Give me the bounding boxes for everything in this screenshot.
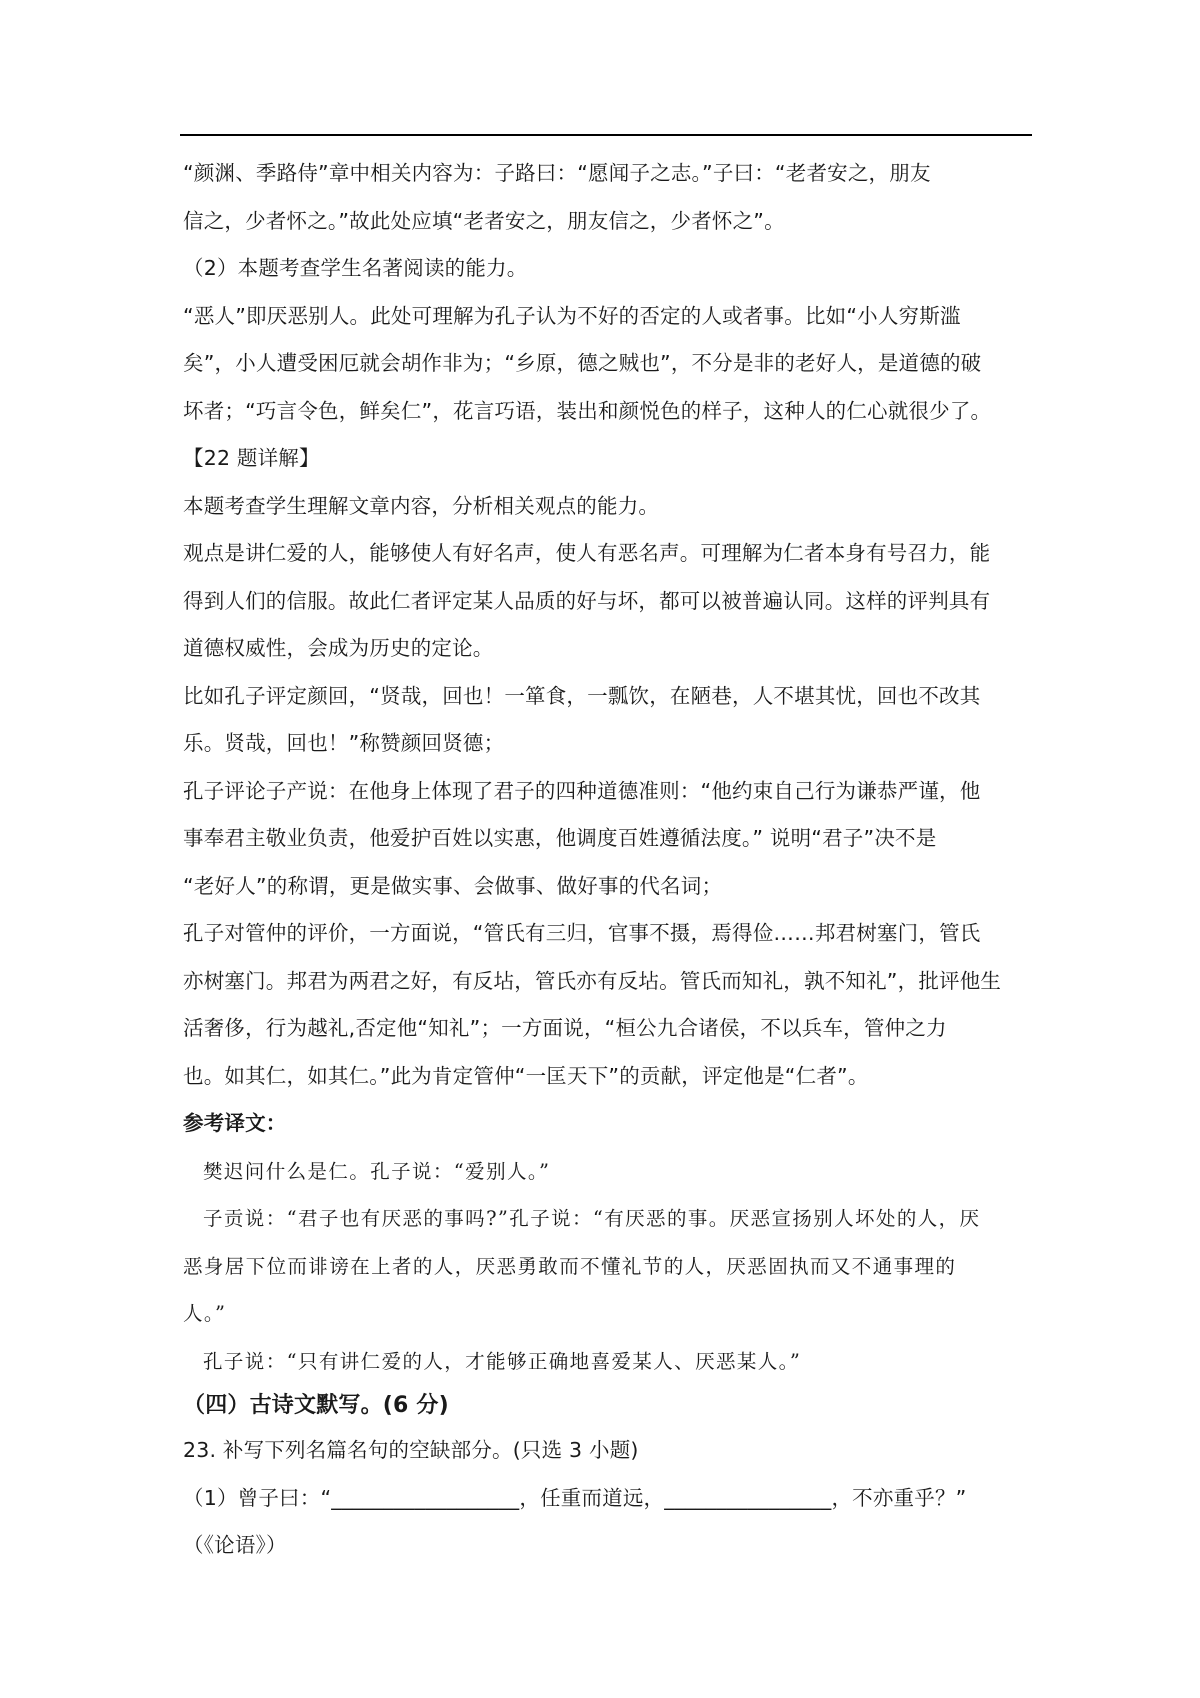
text-line: 也。如其仁，如其仁。”此为肯定管仲“一匡天下”的贡献，评定他是“仁者”。 — [183, 1063, 869, 1088]
text-line: 乐。贤哉，回也！”称赞颜回贤德； — [183, 731, 505, 755]
text-line: （2）本题考查学生名著阅读的能力。 — [183, 256, 528, 280]
translation-line: 子贡说：“君子也有厌恶的事吗?”孔子说：“有厌恶的事。厌恶宣扬别人坏处的人，厌 — [203, 1207, 981, 1230]
question-23-title: 23. 补写下列名篇名句的空缺部分。(只选 3 小题) — [183, 1438, 639, 1462]
text-line: 孔子对管仲的评价，一方面说，“管氏有三归，官事不摄，焉得俭……邦君树塞门，管氏 — [183, 921, 981, 945]
question-22-heading: 【22 题详解】 — [183, 446, 320, 470]
translation-line: 樊迟问什么是仁。孔子说：“爱别人。” — [203, 1159, 551, 1183]
text-line: 观点是讲仁爱的人，能够使人有好名声，使人有恶名声。可理解为仁者本身有号召力，能 — [183, 541, 991, 565]
text-line: 比如孔子评定颜回，“贤哉，回也！一箪食，一瓢饮，在陋巷，人不堪其忧，回也不改其 — [183, 683, 981, 708]
header-rule — [180, 134, 1032, 136]
translation-line: 人。” — [183, 1302, 227, 1325]
text-line: 道德权威性，会成为历史的定论。 — [183, 636, 494, 660]
text-line: 得到人们的信服。故此仁者评定某人品质的好与坏，都可以被普遍认同。这样的评判具有 — [183, 588, 991, 613]
text-line: 孔子评论子产说：在他身上体现了君子的四种道德准则：“他约束自己行为谦恭严谨，他 — [183, 778, 981, 803]
text-line: 坏者；“巧言令色，鲜矣仁”，花言巧语，装出和颜悦色的样子，这种人的仁心就很少了。 — [183, 398, 992, 423]
section-heading: （四）古诗文默写。(6 分) — [183, 1393, 449, 1418]
translation-line: 恶身居下位而诽谤在上者的人，厌恶勇敢而不懂礼节的人，厌恶固执而又不通事理的 — [183, 1254, 957, 1278]
text-line: 矣”，小人遭受困厄就会胡作非为；“乡原，德之贼也”，不分是非的老好人，是道德的破 — [183, 351, 982, 375]
page-content — [183, 150, 1033, 1570]
question-23-item-1-source: （《论语》） — [183, 1533, 287, 1557]
translation-heading: 参考译文： — [183, 1111, 287, 1135]
translation-line: 孔子说：“只有讲仁爱的人，才能够正确地喜爱某人、厌恶某人。” — [203, 1349, 802, 1373]
text-line: 亦树塞门。邦君为两君之好，有反坫，管氏亦有反坫。管氏而知礼，孰不知礼”，批评他生 — [183, 968, 1002, 993]
text-line: 本题考查学生理解文章内容，分析相关观点的能力。 — [183, 493, 660, 518]
text-line: 活奢侈，行为越礼,否定他“知礼”；一方面说，“桓公九合诸侯，不以兵车，管仲之力 — [183, 1016, 947, 1040]
text-line: “老好人”的称谓，更是做实事、会做事、做好事的代名词； — [183, 873, 723, 898]
text-line: “恶人”即厌恶别人。此处可理解为孔子认为不好的否定的人或者事。比如“小人穷斯滥 — [183, 303, 961, 328]
question-23-item-1: （1）曾子曰：“__________________，任重而道远，________________，不亦重乎？” — [183, 1485, 967, 1510]
text-line: “颜渊、季路侍”章中相关内容为：子路曰：“愿闻子之志。”子曰：“老者安之，朋友 — [183, 161, 931, 185]
text-line: 信之，少者怀之。”故此处应填“老者安之，朋友信之，少者怀之”。 — [183, 208, 785, 233]
text-line: 事奉君主敬业负责，他爱护百姓以实惠，他调度百姓遵循法度。” 说明“君子”决不是 — [183, 826, 937, 850]
